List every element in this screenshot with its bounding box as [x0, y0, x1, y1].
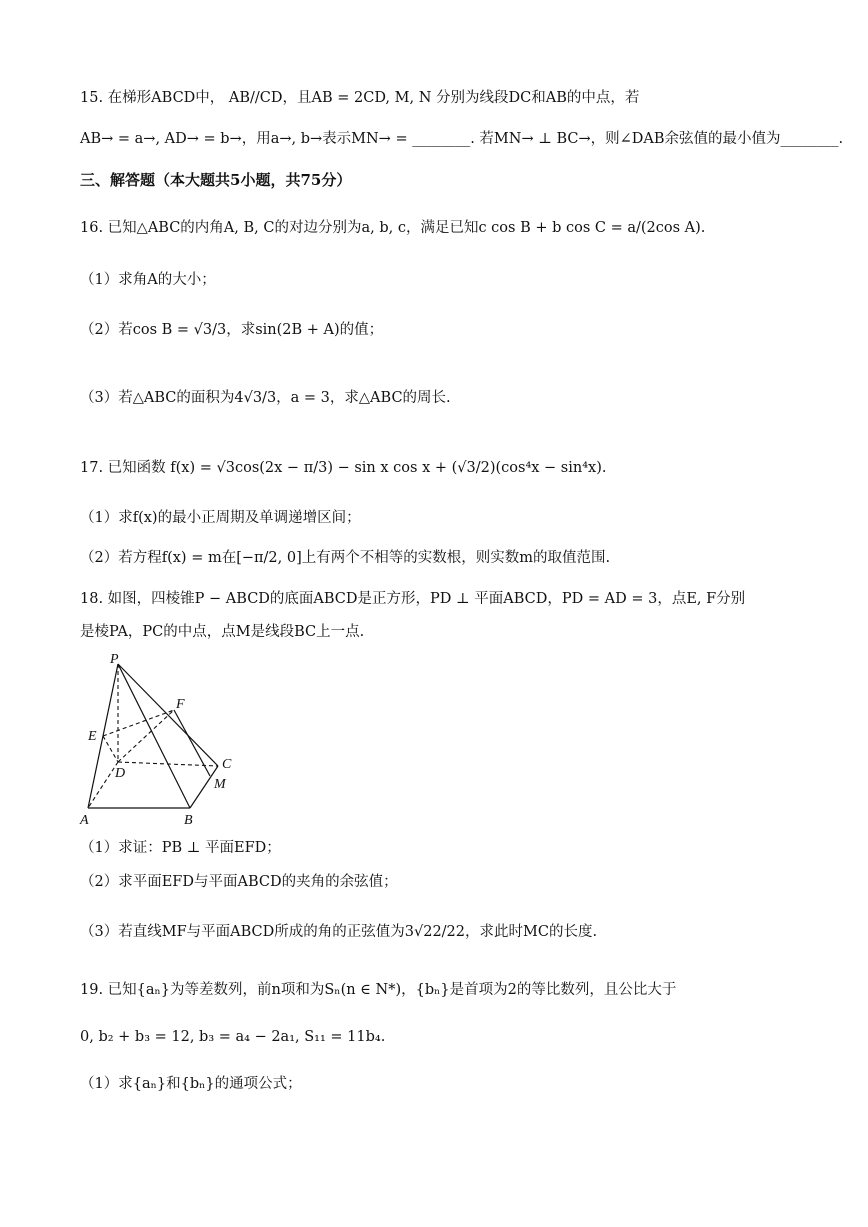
q16-part-2: （2）若cos B = √3/3，求sin(2B + A)的值；: [80, 322, 384, 338]
label-C: C: [222, 757, 232, 772]
pyramid-figure: [78, 652, 248, 827]
q18-stem-1: 18. 如图，四棱锥P − ABCD的底面ABCD是正方形，PD ⊥ 平面ABCD，PD = AD = 3，点E, F分别: [80, 591, 746, 607]
edge-PC: [118, 664, 218, 766]
q16-stem: 16. 已知△ABC的内角A, B, C的对边分别为a, b, c，满足已知c cos B + b cos C = a/(2cos A).: [80, 220, 706, 236]
q18-part-3: （3）若直线MF与平面ABCD所成的角的正弦值为3√22/22，求此时MC的长度.: [80, 924, 598, 940]
q16-part-3: （3）若△ABC的面积为4√3/3，a = 3，求△ABC的周长.: [80, 390, 451, 406]
label-M: M: [214, 777, 226, 792]
label-B: B: [184, 813, 193, 827]
q19-stem-2: 0, b₂ + b₃ = 12, b₃ = a₄ − 2a₁, S₁₁ = 11b₄.: [80, 1029, 386, 1045]
edge-PB: [118, 664, 190, 808]
segment-ED-hidden: [103, 736, 118, 762]
pyramid-diagram: [78, 652, 248, 827]
q17-part-1: （1）求f(x)的最小正周期及单调递增区间；: [80, 510, 361, 526]
label-F: F: [176, 697, 185, 712]
label-E: E: [88, 729, 97, 744]
segment-FM: [174, 710, 210, 776]
q15-line-2: AB→ = a→, AD→ = b→，用a→, b→表示MN→ = ________. 若MN→ ⊥ BC→，则∠DAB余弦值的最小值为________.: [80, 131, 844, 147]
segment-EF-hidden: [103, 710, 174, 736]
q19-stem-1: 19. 已知{aₙ}为等差数列，前n项和为Sₙ(n ∈ N*)，{bₙ}是首项为2的等比数列，且公比大于: [80, 982, 677, 998]
label-A: A: [80, 813, 89, 827]
label-D: D: [115, 766, 126, 781]
q18-part-2: （2）求平面EFD与平面ABCD的夹角的余弦值；: [80, 874, 398, 890]
q18-stem-2: 是棱PA，PC的中点，点M是线段BC上一点.: [80, 624, 365, 640]
section-heading: 三、解答题（本大题共5小题，共75分）: [80, 171, 352, 189]
q18-part-1: （1）求证：PB ⊥ 平面EFD；: [80, 840, 281, 856]
q15-line-1: 15. 在梯形ABCD中， AB//CD，且AB = 2CD, M, N 分别为线段DC和AB的中点，若: [80, 90, 640, 106]
q16-part-1: （1）求角A的大小；: [80, 272, 216, 288]
segment-DF-hidden: [118, 710, 174, 762]
q19-part-1: （1）求{aₙ}和{bₙ}的通项公式；: [80, 1076, 302, 1092]
q17-part-2: （2）若方程f(x) = m在[−π/2, 0]上有两个不相等的实数根，则实数m的取值范围.: [80, 550, 611, 566]
label-P: P: [110, 652, 119, 667]
q17-stem: 17. 已知函数 f(x) = √3cos(2x − π/3) − sin x cos x + (√3/2)(cos⁴x − sin⁴x).: [80, 460, 607, 476]
